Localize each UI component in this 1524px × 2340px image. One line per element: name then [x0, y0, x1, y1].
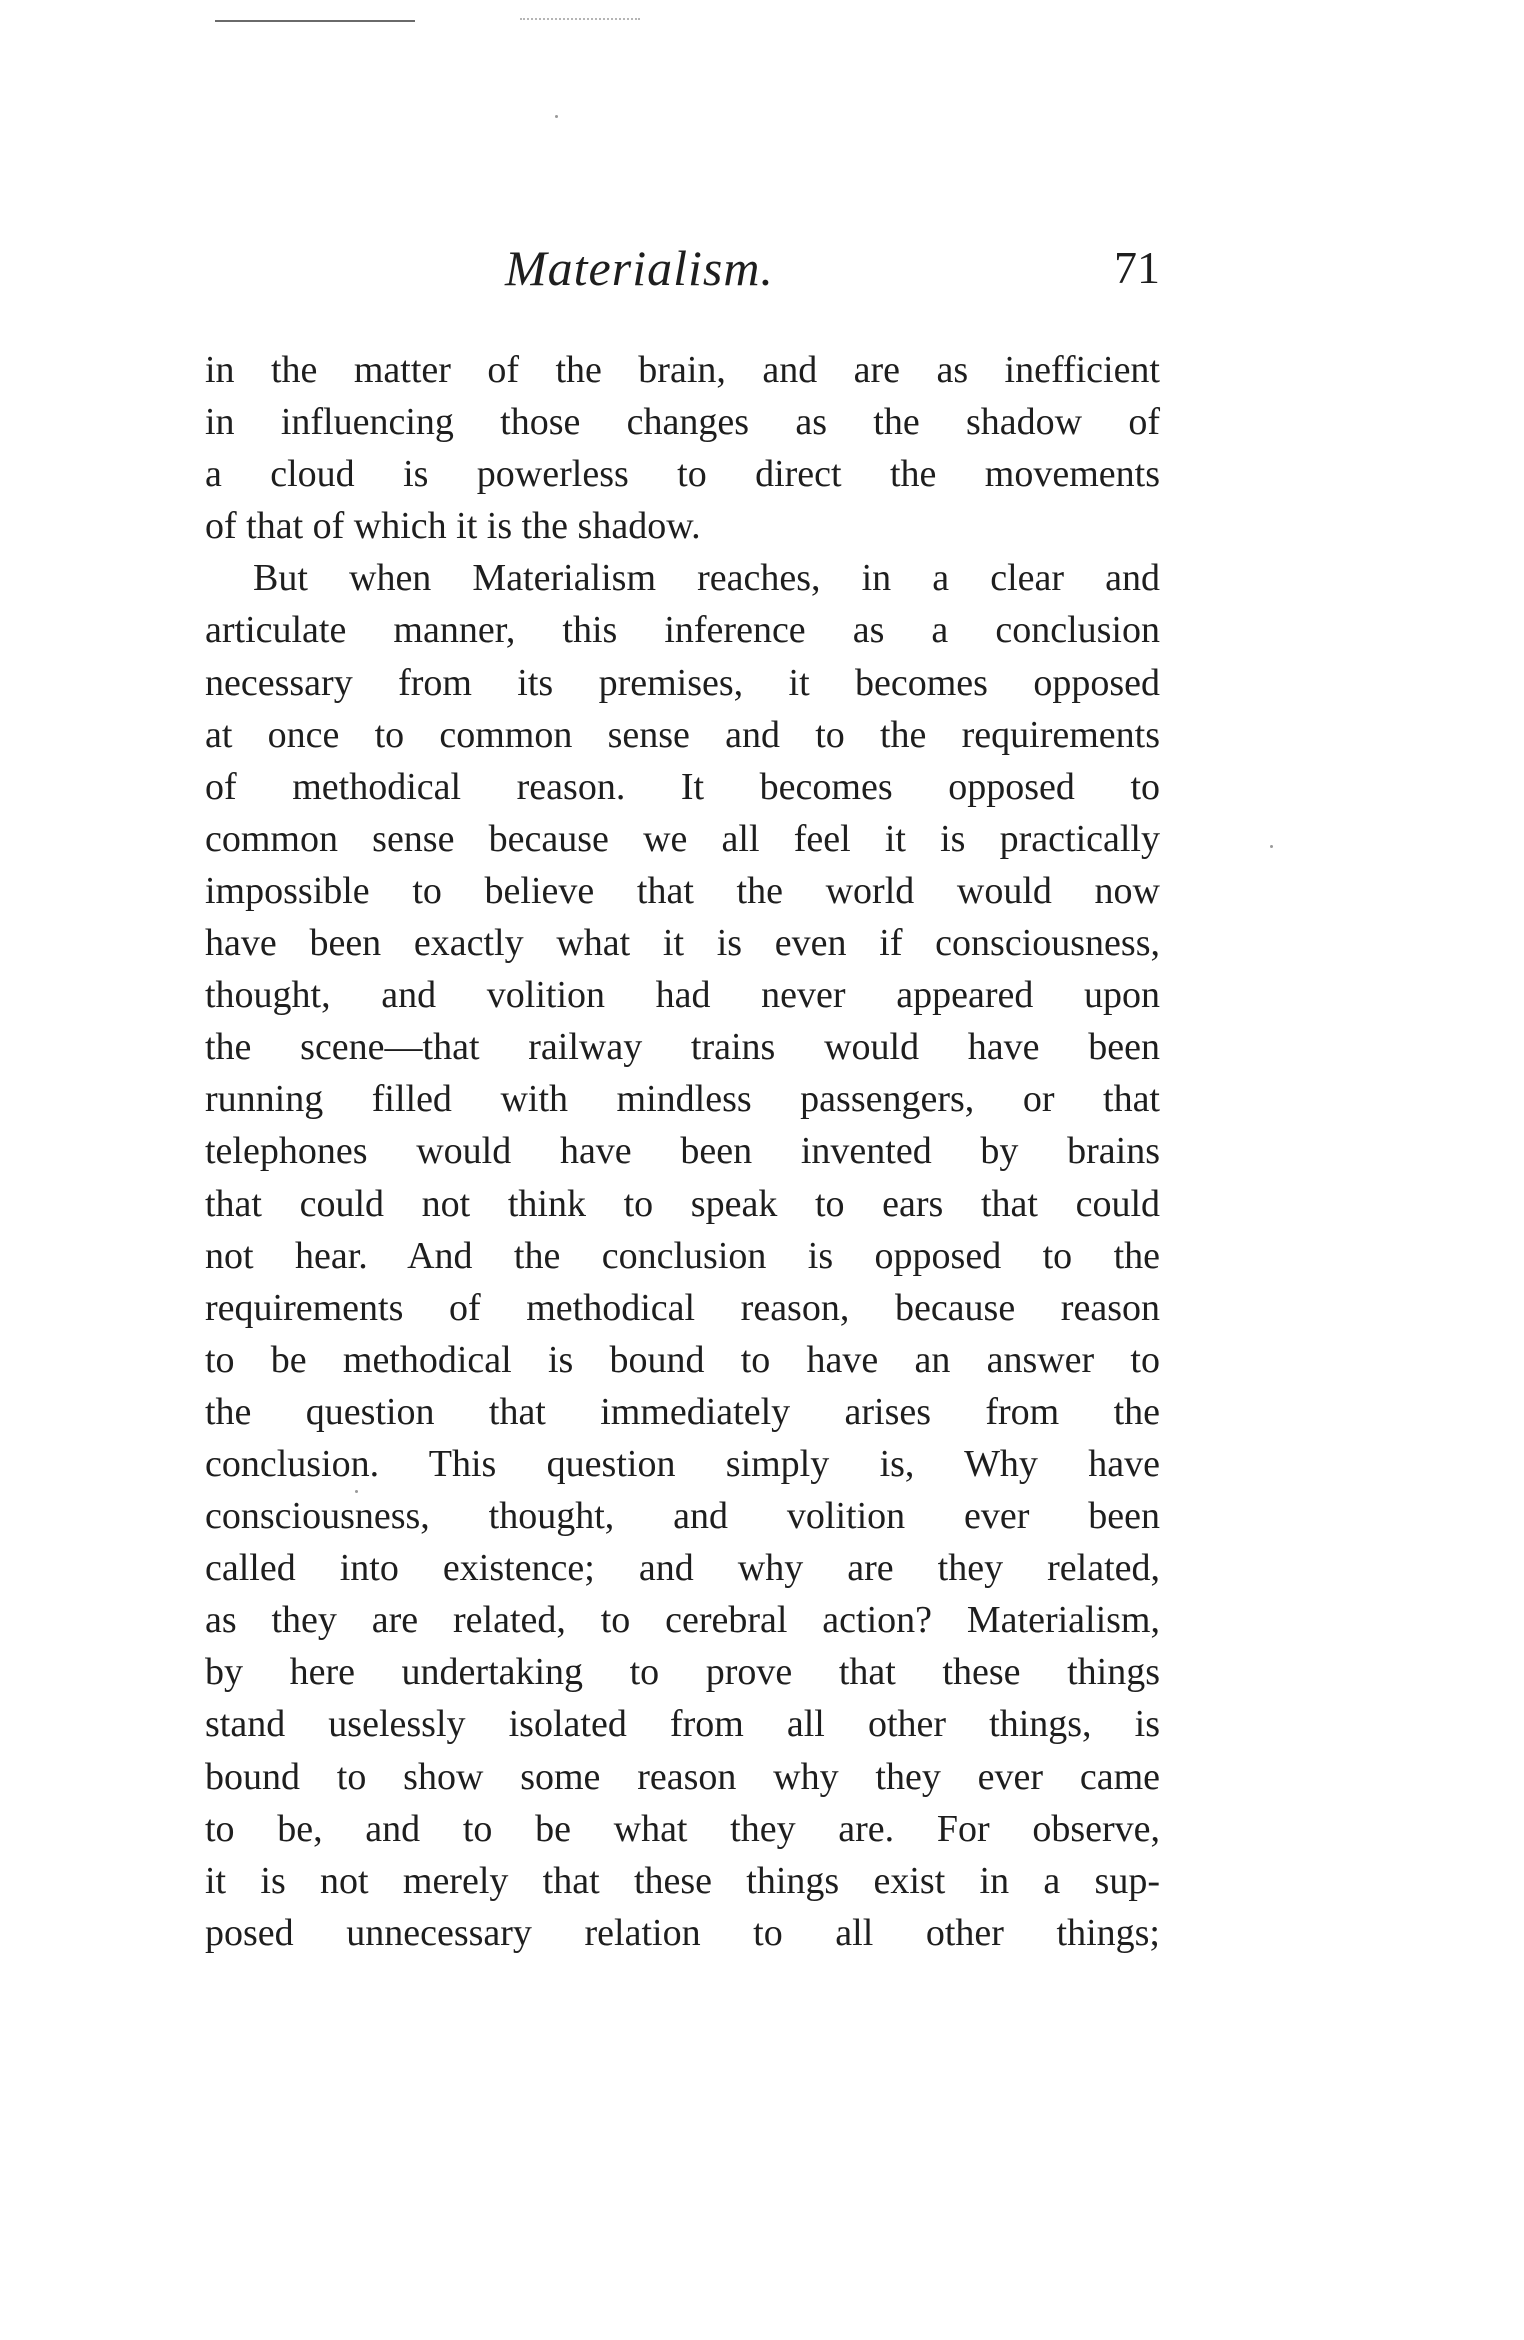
text-line: in the matter of the brain, and are as inefficient [205, 349, 1160, 391]
text-line: consciousness, thought, and volition ever been [205, 1495, 1160, 1538]
text-line: necessary from its premises, it becomes opposed [205, 661, 1160, 704]
text-line: thought, and volition had never appeared upon [205, 974, 1160, 1017]
body-text [205, 344, 1160, 1959]
text-line: that could not think to speak to ears that could [205, 1182, 1160, 1225]
text-line: a cloud is powerless to direct the movements [205, 453, 1160, 496]
running-head [205, 238, 1160, 298]
text-line: running filled with mindless passengers, or that [205, 1078, 1160, 1121]
text-line: common sense because we all feel it is practically [205, 817, 1160, 860]
text-line: as they are related, to cerebral action? Materialism, [205, 1599, 1160, 1642]
text-line: telephones would have been invented by brains [205, 1130, 1160, 1173]
text-line: the scene—that railway trains would have been [205, 1026, 1160, 1069]
text-line: it is not merely that these things exist in a sup- [205, 1859, 1160, 1902]
page-number: 71 [1114, 242, 1160, 293]
text-line: to be methodical is bound to have an answer to [205, 1338, 1160, 1381]
text-line: not hear. And the conclusion is opposed to the [205, 1234, 1160, 1277]
text-line: to be, and to be what they are. For observe, [205, 1807, 1160, 1850]
text-line: in influencing those changes as the shadow of [205, 401, 1160, 444]
paper-speck [1270, 845, 1273, 848]
text-line: articulate manner, this inference as a conclusion [205, 609, 1160, 652]
text-line: have been exactly what it is even if consciousness, [205, 922, 1160, 965]
paper-speck [355, 1490, 358, 1493]
text-line: impossible to believe that the world would now [205, 869, 1160, 912]
text-line: of methodical reason. It becomes opposed to [205, 765, 1160, 808]
text-line: stand uselessly isolated from all other things, is [205, 1703, 1160, 1746]
text-line: at once to common sense and to the requirements [205, 713, 1160, 756]
paper-speck [555, 115, 558, 118]
text-line: requirements of methodical reason, because reason [205, 1286, 1160, 1329]
text-line: But when Materialism reaches, in a clear and [253, 557, 1160, 600]
running-title: Materialism. [505, 240, 774, 296]
text-line: by here undertaking to prove that these things [205, 1651, 1160, 1694]
top-edge-rule [215, 20, 415, 22]
text-line: conclusion. This question simply is, Why have [205, 1442, 1160, 1485]
text-line: bound to show some reason why they ever came [205, 1755, 1160, 1798]
text-line: of that of which it is the shadow. [205, 505, 701, 548]
top-edge-specks [520, 18, 640, 20]
text-line: called into existence; and why are they related, [205, 1547, 1160, 1590]
text-line: posed unnecessary relation to all other things; [205, 1911, 1160, 1954]
text-line: the question that immediately arises from the [205, 1390, 1160, 1433]
